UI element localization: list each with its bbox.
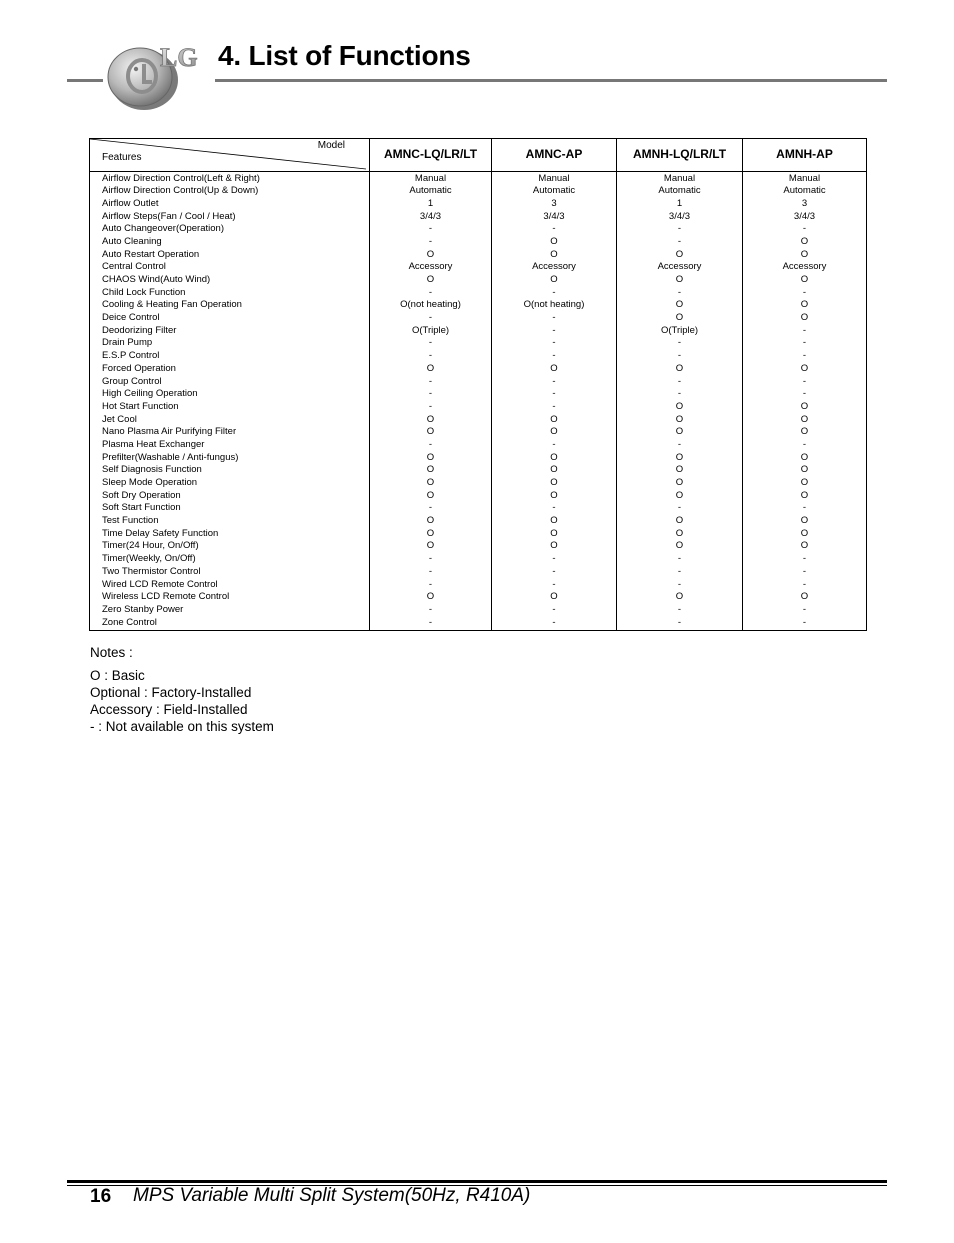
value-cell: Automatic [743,185,867,198]
value-cell: - [743,324,867,337]
table-row [90,375,867,388]
value-cell: O [370,527,492,540]
value-cell: - [370,616,492,631]
value-cell: - [492,400,617,413]
value-cell: O [492,248,617,261]
feature-cell: High Ceiling Operation [90,388,370,401]
table-row [90,426,867,439]
value-cell: 3/4/3 [743,210,867,223]
table-row [90,477,867,490]
value-cell: - [370,337,492,350]
feature-cell: Self Diagnosis Function [90,464,370,477]
value-cell: O [492,464,617,477]
value-cell: O [743,362,867,375]
table-row [90,210,867,223]
table-row [90,337,867,350]
page-title: 4. List of Functions [218,40,471,71]
footer-title: MPS Variable Multi Split System(50Hz, R410A) [133,1185,531,1206]
value-cell: O [492,413,617,426]
table-row [90,553,867,566]
value-cell: Manual [743,172,867,185]
value-cell: - [743,438,867,451]
value-cell: O [617,489,743,502]
value-cell: - [743,223,867,236]
value-cell: - [370,553,492,566]
value-cell: 3 [492,197,617,210]
table-row [90,616,867,631]
value-cell: O(not heating) [492,299,617,312]
value-cell: O [492,515,617,528]
model-header: AMNC-AP [492,139,617,172]
feature-cell: Auto Cleaning [90,235,370,248]
value-cell: O [743,400,867,413]
table-row [90,565,867,578]
table-row [90,603,867,616]
value-cell: - [492,616,617,631]
table-row [90,350,867,363]
value-cell: O [370,413,492,426]
feature-cell: Deice Control [90,312,370,325]
table-row [90,527,867,540]
value-cell: O [743,312,867,325]
note-item: Accessory : Field-Installed [90,702,248,717]
model-header: AMNH-LQ/LR/LT [617,139,743,172]
value-cell: - [617,502,743,515]
value-cell: O [492,274,617,287]
value-cell: O [492,362,617,375]
value-cell: - [370,223,492,236]
value-cell: O [370,591,492,604]
table-row [90,261,867,274]
value-cell: O [370,248,492,261]
value-cell: - [370,603,492,616]
value-cell: O [743,464,867,477]
value-cell: - [743,553,867,566]
table-row [90,464,867,477]
value-cell: O [370,540,492,553]
value-cell: 1 [370,197,492,210]
value-cell: 3 [743,197,867,210]
value-cell: O [743,515,867,528]
value-cell: O [743,274,867,287]
value-cell: O(not heating) [370,299,492,312]
value-cell: O [370,426,492,439]
value-cell: - [370,375,492,388]
value-cell: - [370,286,492,299]
feature-cell: Airflow Direction Control(Up & Down) [90,185,370,198]
value-cell: - [617,286,743,299]
value-cell: O [743,527,867,540]
value-cell: O [743,489,867,502]
feature-cell: Sleep Mode Operation [90,477,370,490]
feature-cell: Central Control [90,261,370,274]
table-row [90,388,867,401]
table-row [90,299,867,312]
value-cell: - [743,388,867,401]
feature-cell: Timer(Weekly, On/Off) [90,553,370,566]
table-body [90,172,867,631]
table-row [90,286,867,299]
value-cell: O [743,413,867,426]
value-cell: - [743,565,867,578]
feature-cell: Plasma Heat Exchanger [90,438,370,451]
value-cell: O [743,235,867,248]
value-cell: - [492,553,617,566]
value-cell: - [743,337,867,350]
value-cell: - [743,375,867,388]
table-row [90,362,867,375]
value-cell: - [743,502,867,515]
feature-cell: Nano Plasma Air Purifying Filter [90,426,370,439]
header-rule-left [67,79,103,82]
value-cell: Manual [617,172,743,185]
page-number: 16 [90,1186,112,1207]
value-cell: O [617,413,743,426]
value-cell: - [492,438,617,451]
table-row [90,312,867,325]
feature-cell: Zone Control [90,616,370,631]
value-cell: O [370,477,492,490]
feature-cell: Soft Start Function [90,502,370,515]
value-cell: - [492,350,617,363]
feature-cell: Two Thermistor Control [90,565,370,578]
value-cell: O [370,464,492,477]
notes-title: Notes : [90,645,133,660]
value-cell: O [617,426,743,439]
table-row [90,400,867,413]
value-cell: O [743,426,867,439]
value-cell: - [617,223,743,236]
value-cell: - [492,324,617,337]
value-cell: - [617,375,743,388]
feature-cell: Auto Changeover(Operation) [90,223,370,236]
feature-cell: Drain Pump [90,337,370,350]
value-cell: Accessory [492,261,617,274]
value-cell: O [492,451,617,464]
value-cell: - [617,388,743,401]
feature-cell: Time Delay Safety Function [90,527,370,540]
table-row [90,502,867,515]
table-row [90,235,867,248]
value-cell: O [743,540,867,553]
value-cell: O [492,540,617,553]
value-cell: O [743,591,867,604]
functions-table [89,138,867,631]
value-cell: O [492,426,617,439]
model-header: AMNH-AP [743,139,867,172]
feature-cell: Auto Restart Operation [90,248,370,261]
value-cell: O [743,451,867,464]
feature-cell: Child Lock Function [90,286,370,299]
value-cell: O [743,248,867,261]
feature-cell: Group Control [90,375,370,388]
value-cell: - [617,578,743,591]
value-cell: - [743,350,867,363]
feature-cell: Airflow Direction Control(Left & Right) [90,172,370,185]
table-row [90,324,867,337]
value-cell: - [617,438,743,451]
feature-cell: Hot Start Function [90,400,370,413]
table-row [90,451,867,464]
value-cell: Automatic [617,185,743,198]
value-cell: - [492,337,617,350]
features-label: Features [102,152,142,164]
table-row [90,172,867,185]
note-item: Optional : Factory-Installed [90,685,252,700]
value-cell: - [743,616,867,631]
feature-cell: Wireless LCD Remote Control [90,591,370,604]
value-cell: - [370,400,492,413]
feature-cell: Airflow Steps(Fan / Cool / Heat) [90,210,370,223]
value-cell: Automatic [370,185,492,198]
value-cell: O(Triple) [617,324,743,337]
table-row [90,274,867,287]
value-cell: - [492,388,617,401]
value-cell: O [617,274,743,287]
table-row [90,578,867,591]
table-header-row [90,139,867,172]
value-cell: - [370,388,492,401]
value-cell: O [617,400,743,413]
feature-cell: Wired LCD Remote Control [90,578,370,591]
footer-rule-thick [67,1180,887,1183]
feature-cell: Jet Cool [90,413,370,426]
value-cell: O [617,312,743,325]
value-cell: O [617,464,743,477]
value-cell: 3/4/3 [617,210,743,223]
lg-logo [104,36,214,112]
value-cell: O [743,299,867,312]
value-cell: 1 [617,197,743,210]
value-cell: - [617,616,743,631]
table-row [90,591,867,604]
value-cell: - [617,603,743,616]
value-cell: O [743,477,867,490]
value-cell: Accessory [370,261,492,274]
feature-cell: Test Function [90,515,370,528]
feature-cell: Prefilter(Washable / Anti-fungus) [90,451,370,464]
value-cell: Manual [370,172,492,185]
value-cell: - [492,286,617,299]
corner-header-cell [90,139,370,172]
value-cell: - [617,565,743,578]
value-cell: - [492,312,617,325]
value-cell: O [370,489,492,502]
value-cell: - [492,578,617,591]
feature-cell: Deodorizing Filter [90,324,370,337]
value-cell: - [617,235,743,248]
value-cell: O(Triple) [370,324,492,337]
feature-cell: Cooling & Heating Fan Operation [90,299,370,312]
value-cell: O [617,540,743,553]
table-row [90,489,867,502]
value-cell: O [617,515,743,528]
table-row [90,515,867,528]
feature-cell: Soft Dry Operation [90,489,370,502]
feature-cell: Zero Stanby Power [90,603,370,616]
value-cell: - [617,337,743,350]
value-cell: Manual [492,172,617,185]
feature-cell: Timer(24 Hour, On/Off) [90,540,370,553]
value-cell: O [617,477,743,490]
note-item: O : Basic [90,668,145,683]
value-cell: - [492,223,617,236]
header-rule-right [215,79,887,82]
value-cell: - [370,565,492,578]
value-cell: O [492,527,617,540]
value-cell: - [743,578,867,591]
value-cell: O [617,362,743,375]
value-cell: - [370,502,492,515]
table-row [90,413,867,426]
value-cell: O [617,527,743,540]
value-cell: - [492,603,617,616]
value-cell: O [617,248,743,261]
table-row [90,197,867,210]
value-cell: O [492,477,617,490]
value-cell: - [743,603,867,616]
value-cell: - [492,375,617,388]
feature-cell: Forced Operation [90,362,370,375]
model-header: AMNC-LQ/LR/LT [370,139,492,172]
value-cell: O [492,235,617,248]
notes-section [90,644,274,735]
value-cell: Accessory [617,261,743,274]
value-cell: - [492,502,617,515]
table-row [90,223,867,236]
value-cell: O [370,515,492,528]
table-row [90,438,867,451]
value-cell: 3/4/3 [370,210,492,223]
value-cell: - [492,565,617,578]
value-cell: - [370,438,492,451]
note-item: - : Not available on this system [90,719,274,734]
table-row [90,185,867,198]
value-cell: O [617,591,743,604]
value-cell: O [617,299,743,312]
value-cell: O [492,489,617,502]
model-label: Model [317,140,345,151]
logo-text: LG [160,43,198,72]
value-cell: - [617,553,743,566]
feature-cell: CHAOS Wind(Auto Wind) [90,274,370,287]
table-row [90,540,867,553]
value-cell: O [492,591,617,604]
value-cell: - [743,286,867,299]
value-cell: O [370,451,492,464]
value-cell: O [370,274,492,287]
value-cell: - [370,312,492,325]
feature-cell: Airflow Outlet [90,197,370,210]
value-cell: O [617,451,743,464]
value-cell: O [370,362,492,375]
table-row [90,248,867,261]
value-cell: - [617,350,743,363]
value-cell: Accessory [743,261,867,274]
value-cell: Automatic [492,185,617,198]
feature-cell: E.S.P Control [90,350,370,363]
value-cell: - [370,235,492,248]
value-cell: - [370,350,492,363]
value-cell: 3/4/3 [492,210,617,223]
value-cell: - [370,578,492,591]
